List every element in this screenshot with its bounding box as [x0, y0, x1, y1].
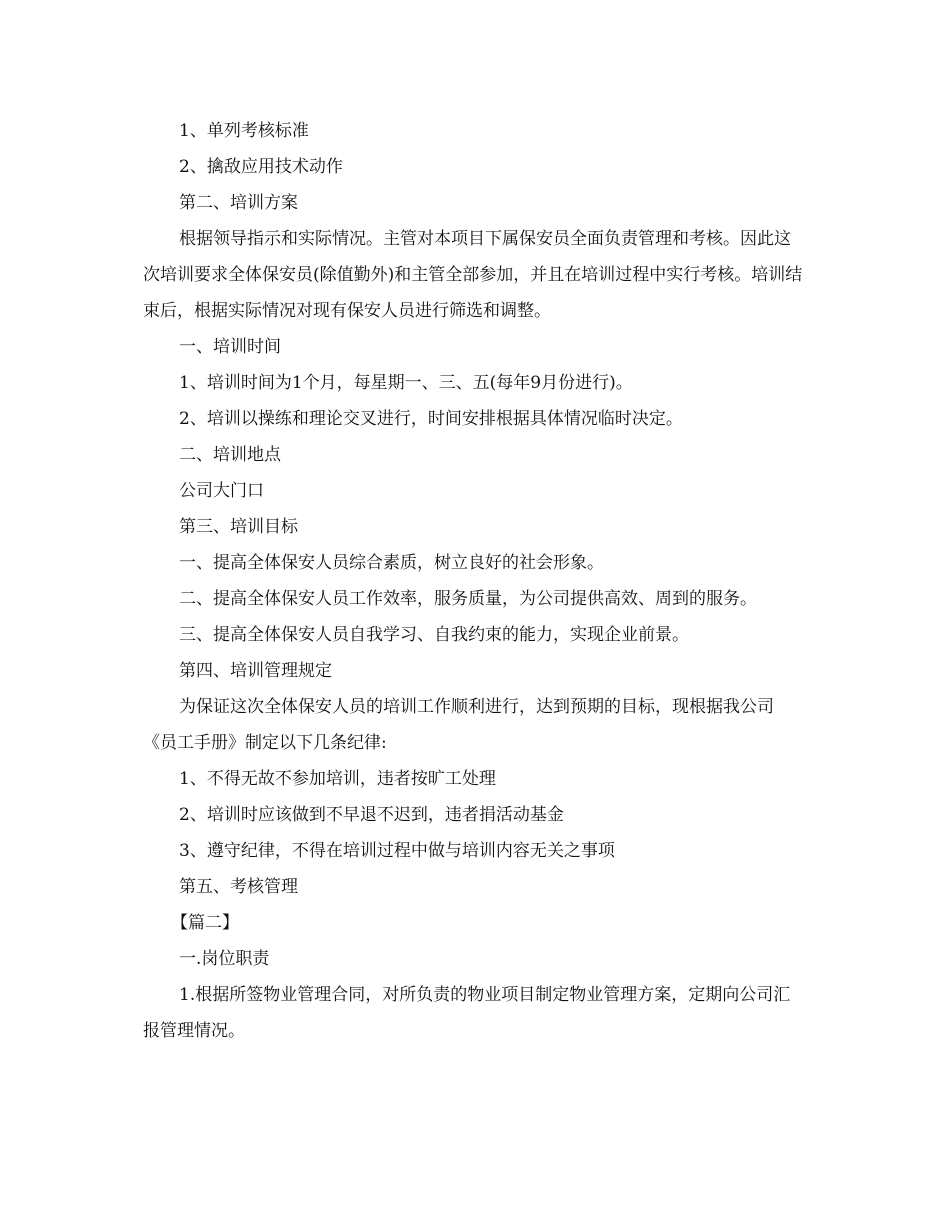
paragraph-rule-2: 2、培训时应该做到不早退不迟到，违者捐活动基金 — [179, 805, 564, 825]
paragraph-goal-1: 一、提高全体保安人员综合素质，树立良好的社会形象。 — [179, 553, 604, 573]
paragraph-rules-intro: 为保证这次全体保安人员的培训工作顺利进行，达到预期的目标，现根据我公司《员工手册》制定以下几条纪律: — [143, 697, 774, 753]
heading-training-plan: 第二、培训方案 — [179, 193, 298, 213]
paragraph-duty-1: 1.根据所签物业管理合同，对所负责的物业项目制定物业管理方案，定期向公司汇报管理情况。 — [143, 985, 791, 1041]
document-body — [143, 113, 805, 1049]
paragraph-goal-3: 三、提高全体保安人员自我学习、自我约束的能力，实现企业前景。 — [179, 625, 689, 645]
paragraph-technique: 2、擒敌应用技术动作 — [179, 157, 343, 177]
heading-part-two: 【篇二】 — [171, 913, 239, 933]
heading-training-time: 一、培训时间 — [179, 337, 281, 357]
paragraph-time-1: 1、培训时间为1个月，每星期一、三、五(每年9月份进行)。 — [179, 373, 633, 393]
paragraph-goal-2: 二、提高全体保安人员工作效率，服务质量，为公司提供高效、周到的服务。 — [179, 589, 757, 609]
paragraph-rule-1: 1、不得无故不参加培训，违者按旷工处理 — [179, 769, 496, 789]
paragraph-location: 公司大门口 — [179, 481, 264, 501]
paragraph-time-2: 2、培训以操练和理论交叉进行，时间安排根据具体情况临时决定。 — [179, 409, 683, 429]
paragraph-plan-description: 根据领导指示和实际情况。主管对本项目下属保安员全面负责管理和考核。因此这次培训要求全体保安员(除值勤外)和主管全部参加，并且在培训过程中实行考核。培训结束后，根据实际情况对现有保安人员进行筛选和调整。 — [143, 229, 803, 321]
heading-training-location: 二、培训地点 — [179, 445, 281, 465]
heading-job-duties: 一.岗位职责 — [179, 949, 270, 969]
heading-management-rules: 第四、培训管理规定 — [179, 661, 332, 681]
paragraph-rule-3: 3、遵守纪律，不得在培训过程中做与培训内容无关之事项 — [179, 841, 615, 861]
heading-training-goals: 第三、培训目标 — [179, 517, 298, 537]
heading-assessment-management: 第五、考核管理 — [179, 877, 298, 897]
paragraph-assessment-standard: 1、单列考核标准 — [179, 121, 309, 141]
